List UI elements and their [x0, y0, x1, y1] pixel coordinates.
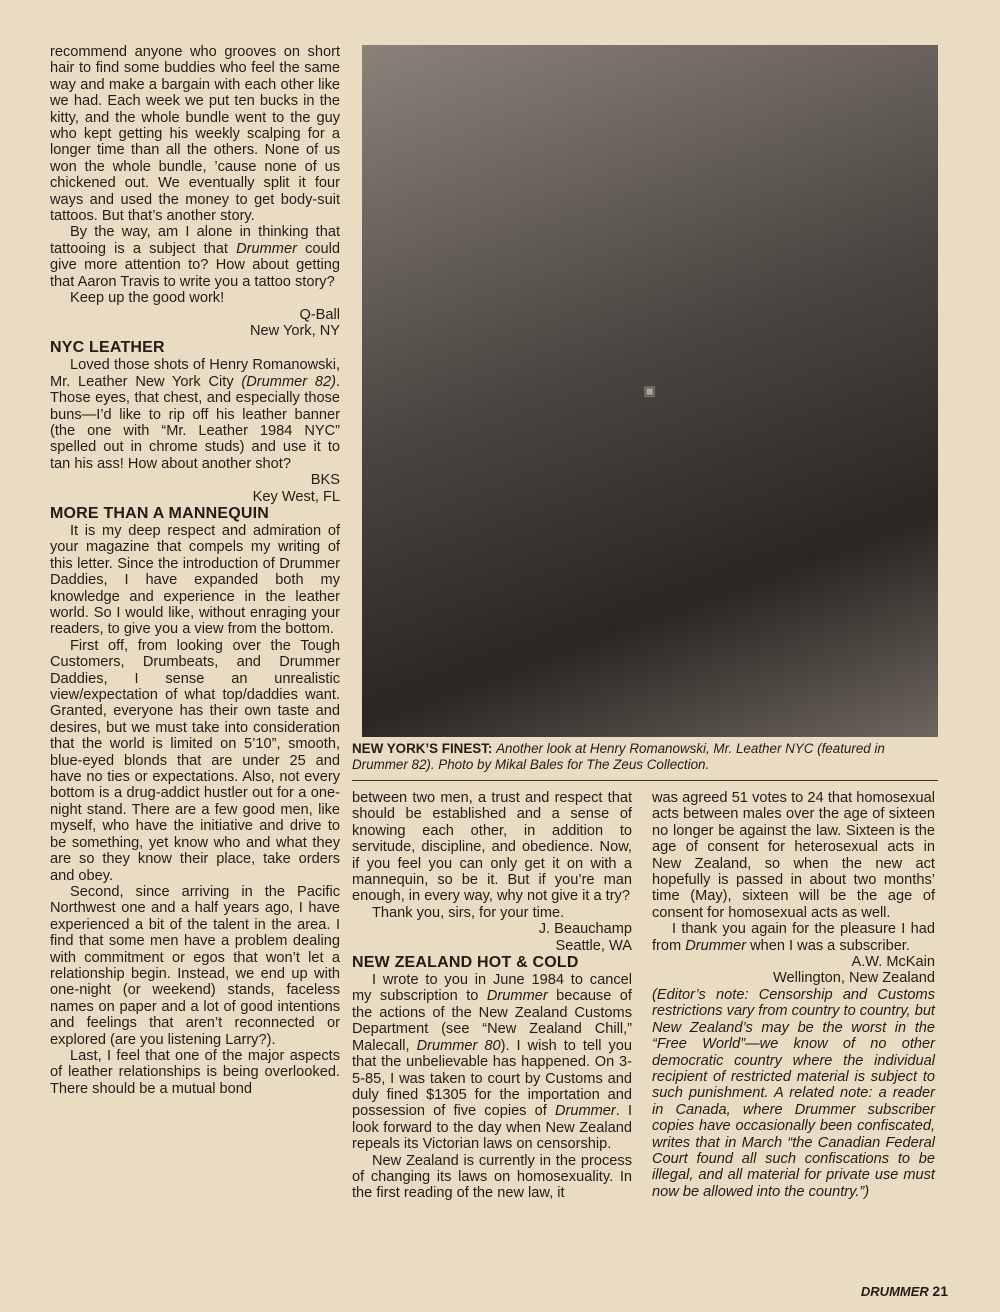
text-run: when I was a subscriber.	[746, 937, 910, 954]
text-run: NYC LEATHER	[50, 339, 165, 357]
text-run: recommend anyone who grooves on short hair to find some buddies who feel the same way and make a bargain with each other like we had. Each week we put ten bucks in the kitty, and the whole bundle went to the guy who kept getting his weekly scalping for a longer time than all the others. None of us won the whole bundle, ’cause none of us chickened out. We eventually split it four ways and used the money to get body-suit tattoos. But that’s another story.	[50, 44, 340, 225]
section-heading	[50, 339, 340, 357]
letter-signature	[50, 472, 340, 488]
italic-text: Drummer	[685, 937, 747, 954]
paragraph	[50, 1048, 340, 1097]
italic-text: Drummer	[554, 1103, 616, 1120]
page-footer	[861, 1283, 948, 1299]
letter-signature	[50, 489, 340, 505]
text-run: New Zealand is currently in the process of changing its laws on homosexuality. In the first reading of the new law, it	[352, 1152, 632, 1202]
text-run: Key West, FL	[252, 488, 340, 505]
paragraph	[652, 790, 935, 921]
letter-signature	[50, 307, 340, 323]
text-run: I thank you again for the pleasure I had from	[652, 921, 935, 954]
text-run: was agreed 51 votes to 24 that homosexual acts between males over the age of sixteen no longer be against the law. Sixteen is the age of consent for heterosexual acts in New Zealand, so when the new act hopefully is passed in about two months’ time (May), sixteen will be the age of consent for homosexual acts as well.	[652, 790, 935, 921]
text-run: could give more attention to? How about getting that Aaron Travis to write you a tattoo story?	[50, 240, 341, 290]
photo-henry-romanowski	[362, 45, 938, 737]
text-run: ). I wish to tell you that the unbelievable has happened. On 3-5-85, I was taken to court by Customs and duly fined $1305 for the importation and possession of five copies of	[352, 1037, 633, 1120]
paragraph	[352, 790, 632, 905]
letter-signature	[352, 938, 632, 954]
photo-caption	[352, 741, 938, 773]
text-run: Second, since arriving in the Pacific Northwest one and a half years ago, I have experienced a bit of the talent in the area. I find that some men have a problem dealing with commitment or egos that won’t let a relationship begin. Instead, we end up with one-night (or weekend) stands, faceless names on paper and a lot of good intentions and feelings that aren’t reconnected or explored (are you listening Larry?).	[50, 883, 340, 1048]
paragraph	[352, 972, 632, 1152]
text-run: . Those eyes, that chest, and especially those buns—I’d like to rip off his leather banner (the one with “Mr. Leather 1984 NYC” spelled out in chrome studs) and use it to tan his ass! How about another shot?	[50, 373, 341, 472]
section-heading	[50, 505, 340, 523]
text-run: By the way, am I alone in thinking that tattooing is a subject that	[50, 224, 340, 257]
text-run: Loved those shots of Henry Romanowski, Mr. Leather New York City	[50, 357, 340, 390]
caption-text: Another look at Henry Romanowski, Mr. Leather NYC (featured in Drummer 82). Photo by Mikal Bales for The Zeus Collection.	[352, 741, 885, 772]
italic-text: Drummer 80	[416, 1037, 501, 1054]
text-run: MORE THAN A MANNEQUIN	[50, 504, 270, 522]
text-run: First off, from looking over the Tough Customers, Drumbeats, and Drummer Daddies, I sense an unrealistic view/expectation of what top/daddies want. Granted, everyone has their own taste and desires, but we must take into consideration that the world is limited on 5’10”, smooth, blue-eyed blonds that are under 25 and have no ties or expectations. Also, not every bottom is a drug-addict hustler out for a one-night stand. There are a few good men, like myself, who have the initiative and drive to be something, yet know who and what they are so they know their place, take orders and obey.	[50, 637, 340, 884]
magazine-name: DRUMMER	[860, 1284, 929, 1299]
italic-text: Drummer	[236, 240, 297, 257]
text-run: Q-Ball	[299, 306, 340, 323]
text-run: Last, I feel that one of the major aspects of leather relationships is being overlooked. There should be a mutual bond	[50, 1047, 340, 1097]
article-column-1	[50, 44, 340, 1097]
italic-text: Drummer	[486, 988, 548, 1005]
paragraph	[50, 357, 340, 472]
text-run: A.W. McKain	[851, 954, 935, 971]
text-run: Thank you, sirs, for your time.	[372, 904, 565, 921]
letter-signature	[352, 921, 632, 937]
paragraph	[352, 1153, 632, 1202]
text-run: between two men, a trust and respect that should be established and a sense of knowing each other, in addition to servitude, discipline, and obedience. Now, if you feel you can only get it on with a mannequin, so be it. But if you’re man enough, in every way, why not give it a try?	[352, 790, 632, 905]
letter-signature	[50, 323, 340, 339]
italic-text: (Drummer 82)	[241, 373, 336, 390]
paragraph	[352, 905, 632, 921]
text-run: . I look forward to the day when New Zealand repeals its Victorian laws on censorship.	[352, 1103, 632, 1153]
text-run: Seattle, WA	[555, 937, 632, 954]
paragraph	[50, 638, 340, 884]
article-column-3	[652, 790, 935, 1200]
caption-divider	[352, 780, 938, 781]
section-heading	[352, 954, 632, 972]
paragraph	[652, 987, 935, 1200]
text-run: New York, NY	[249, 322, 340, 339]
paragraph	[50, 290, 340, 306]
text-run: Wellington, New Zealand	[773, 970, 935, 987]
text-run: It is my deep respect and admiration of your magazine that compels my writing of this letter. Since the introduction of Drummer Daddies, I have expanded both my knowledge and experience in the leather world. So I would like, without enraging your readers, to give you a view from the bottom.	[50, 522, 340, 638]
text-run: J. Beauchamp	[538, 921, 632, 938]
text-run: BKS	[310, 472, 340, 489]
paragraph	[50, 884, 340, 1048]
text-run: NEW ZEALAND HOT & COLD	[352, 954, 579, 972]
paragraph	[50, 224, 340, 290]
paragraph	[50, 523, 340, 638]
paragraph	[50, 44, 340, 224]
italic-text: (Editor’s note: Censorship and Customs restrictions vary from country to country, but New Zealand’s may be the worst in the “Free World”—we know of no other democratic country where the individual recipient of restricted material is subject to such punishment. A related note: a reader in Canada, where Drummer subscriber copies have occasionally been confiscated, writes that in March “the Canadian Federal Court found all such confiscations to be illegal, and all material for private use must now be allowed into the country.”)	[652, 986, 935, 1200]
text-run: because of the actions of the New Zealand Customs Department (see “New Zealand Chill,” Malecall,	[352, 988, 632, 1054]
text-run: I wrote to you in June 1984 to cancel my subscription to	[352, 972, 632, 1005]
paragraph	[652, 921, 935, 954]
page-number: 21	[932, 1283, 948, 1299]
article-column-2	[352, 790, 632, 1202]
photo-placeholder-icon: ▣	[643, 383, 657, 398]
letter-signature	[652, 970, 935, 986]
letter-signature	[652, 954, 935, 970]
caption-lead: NEW YORK’S FINEST:	[352, 741, 493, 756]
text-run: Keep up the good work!	[70, 290, 225, 307]
